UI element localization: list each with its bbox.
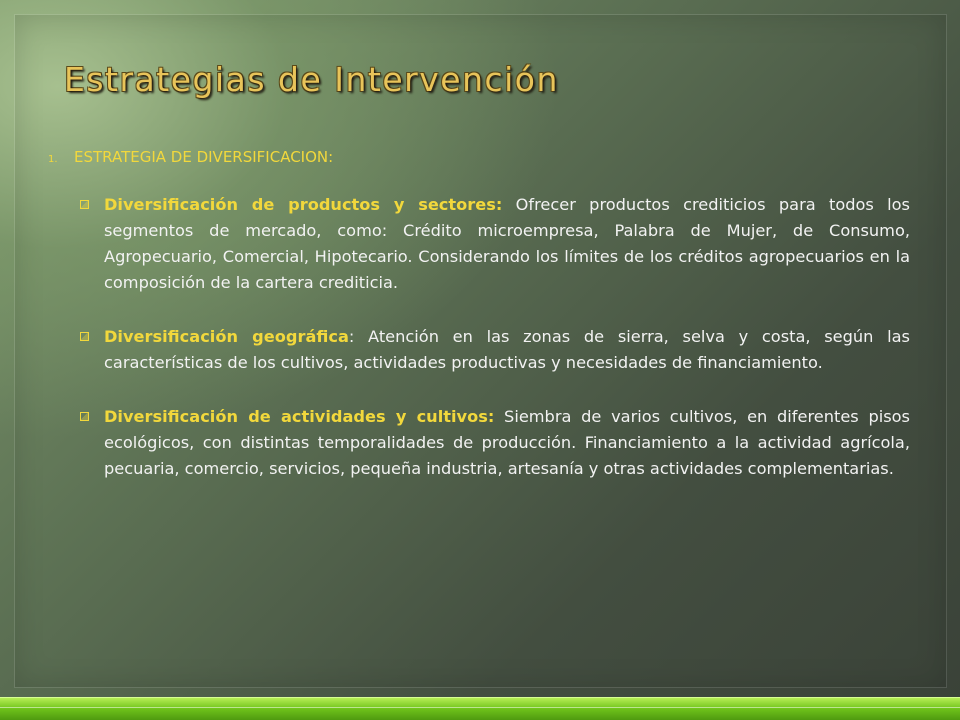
strategy-heading (48, 148, 910, 166)
bullet-item-products (48, 192, 910, 296)
checkbox-bullet-icon (80, 200, 89, 209)
bullet-term: Diversificación de actividades y cultivos: (104, 407, 495, 426)
bullet-term: Diversificación geográfica (104, 327, 349, 346)
heading-number: 1. (48, 154, 58, 165)
bullet-text: Siembra de varios cultivos, en diferentes pisos ecológicos, con distintas temporalidades de producción. Financiamiento a la actividad agrícola, pecuaria, comercio, servicios, pequeña industria, artesanía y otras actividades complementarias. (104, 407, 910, 478)
bullet-text: Ofrecer productos crediticios para todos los segmentos de mercado, como: Crédito microempresa, Palabra de Mujer, de Consumo, Agropecuario, Comercial, Hipotecario. Considerando los límites de los créditos agropecuarios en la composición de la cartera crediticia. (104, 195, 910, 292)
bottom-accent-line (0, 707, 960, 708)
bottom-accent-bar (0, 697, 960, 720)
bullet-item-geographic (48, 324, 910, 376)
checkbox-bullet-icon (80, 332, 89, 341)
slide-content (48, 148, 910, 510)
slide-title: Estrategias de Intervención (64, 60, 559, 99)
heading-text: ESTRATEGIA DE DIVERSIFICACION: (74, 148, 334, 166)
checkbox-bullet-icon (80, 412, 89, 421)
bullet-term: Diversificación de productos y sectores: (104, 195, 503, 214)
bullet-item-activities (48, 404, 910, 482)
bullet-text: : Atención en las zonas de sierra, selva y costa, según las características de los cultivos, actividades productivas y necesidades de financiamiento. (104, 327, 910, 372)
